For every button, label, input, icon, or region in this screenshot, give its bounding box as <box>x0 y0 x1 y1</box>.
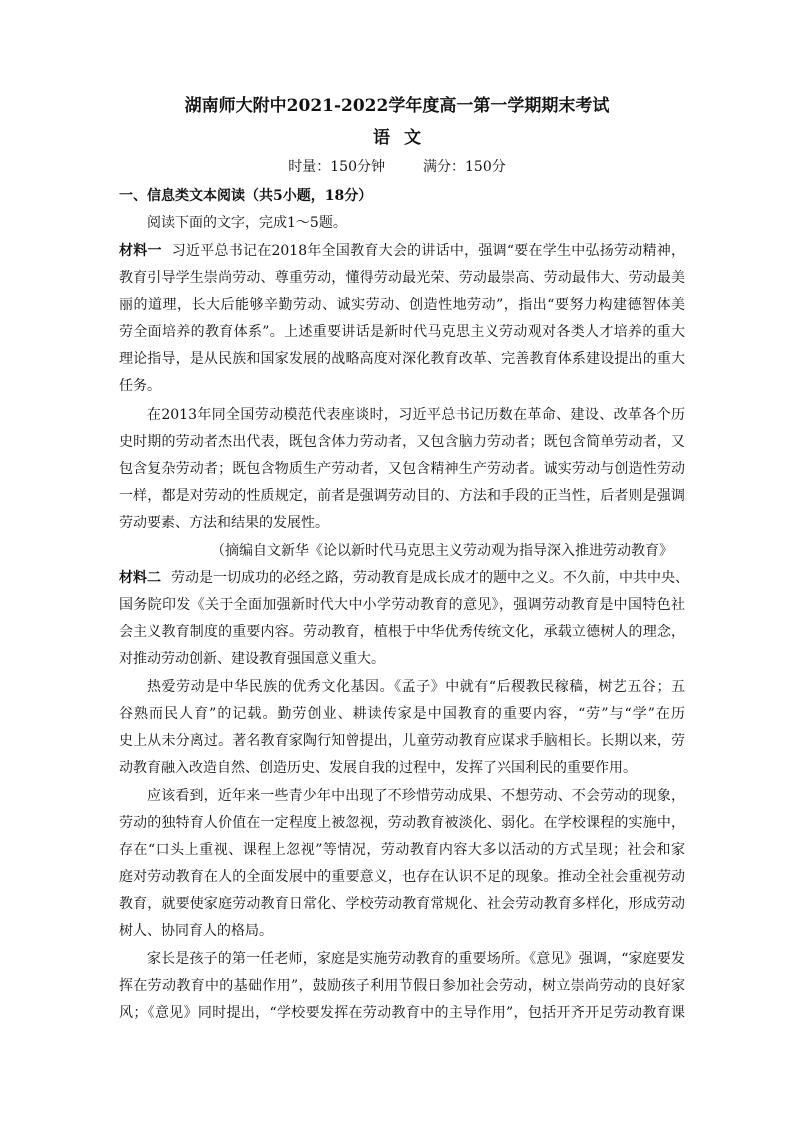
material1-line: 丽的道理，长大后能够辛勤劳动、诚实劳动、创造性地劳动”，指出“要努力构建德智体美 <box>119 297 685 313</box>
material2-line: 材料二 劳动是一切成功的必经之路，劳动教育是成长成才的题中之义。不久前，中共中央、 <box>119 570 689 586</box>
exam-meta <box>0 157 794 177</box>
material2-line: 会主义教育制度的重要内容。劳动教育，植根于中华优秀传统文化，承载立德树人的理念， <box>119 624 685 640</box>
material2-line: 国务院印发《关于全面加强新时代大中小学劳动教育的意见》，强调劳动教育是中国特色社 <box>119 597 685 613</box>
material2-line: 谷熟而民人育”的记载。勤劳创业、耕读传家是中国教育的重要内容，“劳”与“学”在历 <box>119 706 685 722</box>
exam-title: 湖南师大附中2021-2022学年度高一第一学期期末考试 <box>184 96 610 116</box>
material2-line: 热爱劳动是中华民族的优秀文化基因。《孟子》中就有“后稷教民稼穑，树艺五谷；五 <box>147 679 685 695</box>
instruction: 阅读下面的文字，完成1～5题。 <box>147 215 347 231</box>
section-heading: 一、信息类文本阅读（共5小题，18分） <box>119 188 373 204</box>
material1-source: （摘编自文新华《论以新时代马克思主义劳动观为指导深入推进劳动教育》 <box>211 543 673 559</box>
material1-label: 材料一 <box>119 243 162 259</box>
material2-line: 家长是孩子的第一任老师，家庭是实施劳动教育的重要场所。《意见》强调，“家庭要发 <box>147 951 685 967</box>
material2-line: 动教育融入改造自然、创造历史、发展自我的过程中，发挥了兴国利民的重要作用。 <box>119 760 637 776</box>
material1-line: 教育引导学生崇尚劳动、尊重劳动，懂得劳动最光荣、劳动最崇高、劳动最伟大、劳动最美 <box>119 270 685 286</box>
material2-line: 风；《意见》同时提出，“学校要发挥在劳动教育中的主导作用”，包括开齐开足劳动教育课 <box>119 1005 685 1021</box>
material2-label: 材料二 <box>119 570 161 586</box>
material1-line: 劳动要素、方法和结果的发展性。 <box>119 515 329 531</box>
material2-line: 树人、协同育人的格局。 <box>119 923 273 939</box>
material2-line: 应该看到，近年来一些青少年中出现了不珍惜劳动成果、不想劳动、不会劳动的现象， <box>147 788 685 804</box>
material1-line: 材料一 习近平总书记在2018年全国教育大会的讲话中，强调“要在学生中弘扬劳动精神， <box>119 243 685 259</box>
material1-line: 一样，都是对劳动的性质规定，前者是强调劳动目的、方法和手段的正当性，后者则是强调 <box>119 488 685 504</box>
material2-line: 存在“口头上重视、课程上忽视”等情况，劳动教育内容大多以活动的方式呈现；社会和家 <box>119 842 685 858</box>
material1-line: 任务。 <box>119 378 161 394</box>
material2-line: 教育，就要使家庭劳动教育日常化、学校劳动教育常规化、社会劳动教育多样化，形成劳动 <box>119 896 685 912</box>
material1-line: 包含复杂劳动者；既包含物质生产劳动者，又包含精神生产劳动者。诚实劳动与创造性劳动 <box>119 461 685 477</box>
material1-line: 史时期的劳动者杰出代表，既包含体力劳动者，又包含脑力劳动者；既包含简单劳动者，又 <box>119 434 685 450</box>
material1-line: 劳全面培养的教育体系”。上述重要讲话是新时代马克思主义劳动观对各类人才培养的重大 <box>119 324 685 340</box>
material2-line: 挥在劳动教育中的基础作用”，鼓励孩子利用节假日参加社会劳动，树立崇尚劳动的良好家 <box>119 978 685 994</box>
material2-line: 劳动的独特育人价值在一定程度上被忽视，劳动教育被淡化、弱化。在学校课程的实施中， <box>119 815 685 831</box>
exam-time: 时量：150分钟 <box>288 159 385 175</box>
material1-line: 在2013年同全国劳动模范代表座谈时，习近平总书记历数在革命、建设、改革各个历 <box>147 407 685 423</box>
full-score: 满分：150分 <box>423 159 506 175</box>
material2-line: 庭对劳动教育在人的全面发展中的重要意义，也存在认识不足的现象。推动全社会重视劳动 <box>119 869 685 885</box>
material2-line: 对推动劳动创新、建设教育强国意义重大。 <box>119 651 385 667</box>
material2-line: 史上从未分离过。著名教育家陶行知曾提出，儿童劳动教育应谋求手脑相长。长期以来，劳 <box>119 733 685 749</box>
subject-title: 语文 <box>373 128 435 148</box>
material1-line: 理论指导，是从民族和国家发展的战略高度对深化教育改革、完善教育体系建设提出的重大 <box>119 351 685 367</box>
